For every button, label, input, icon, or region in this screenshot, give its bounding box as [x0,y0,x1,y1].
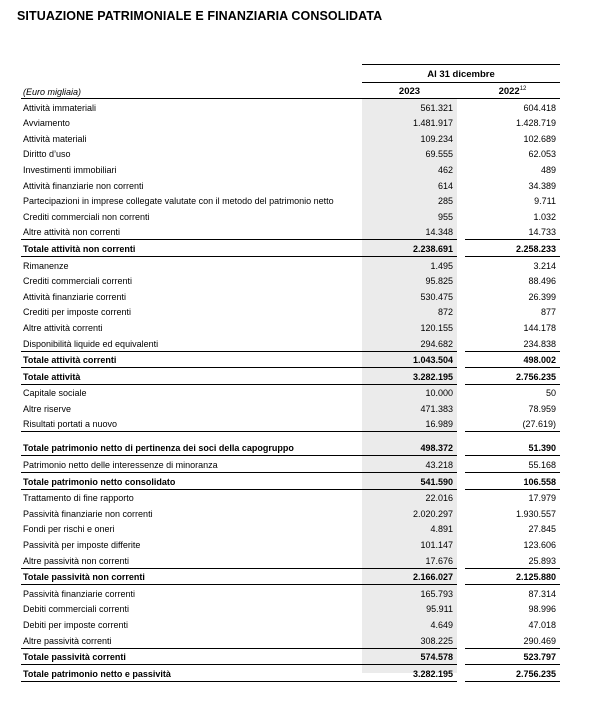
value-2022: 25.893 [528,555,556,566]
value-2023: 69.555 [425,149,453,160]
value-2022: 26.399 [528,291,556,302]
column-gap [457,552,465,568]
row-label: Totale passività correnti [21,648,362,665]
row-label: Attività immateriali [23,102,97,113]
table-row [21,240,560,257]
value-2022: 523.797 [465,648,560,665]
table-row [21,130,560,146]
value-2023: 872 [437,307,453,318]
column-gap [457,473,465,490]
row-label: Avviamento [23,118,70,129]
row-label: Partecipazioni in imprese collegate valutate con il metodo del patrimonio netto [23,196,334,207]
value-2023: 498.372 [362,432,457,456]
value-2022: 98.996 [528,604,556,615]
row-label: Diritto d’uso [23,149,71,160]
value-2022: 123.606 [523,540,556,551]
value-2023: 43.218 [425,460,453,471]
value-2023: 308.225 [420,635,453,646]
column-gap [457,146,465,162]
value-2023: 120.155 [420,322,453,333]
value-2023: 10.000 [425,388,453,399]
table-row [21,601,560,617]
value-2022: 3.214 [533,260,556,271]
table-row [21,536,560,552]
row-label: Totale attività non correnti [21,240,362,257]
table-row [21,224,560,240]
value-2022: 14.733 [528,227,556,238]
column-gap [457,240,465,257]
row-label: Rimanenze [23,260,69,271]
balance-sheet-table [21,99,560,682]
header-col-2023: 2023 [398,86,421,97]
table-row [21,368,560,385]
value-2022: 55.168 [528,460,556,471]
column-gap [457,521,465,537]
row-label: Trattamento di fine rapporto [23,493,134,504]
value-2022: 144.178 [523,322,556,333]
value-2023: 1.481.917 [412,118,453,129]
table-row [21,665,560,682]
row-label: Passività per imposte differite [23,540,141,551]
row-label: Disponibilità liquide ed equivalenti [23,338,159,349]
value-2023: 294.682 [420,338,453,349]
table-row [21,319,560,335]
row-label: Patrimonio netto delle interessenze di minoranza [23,460,218,471]
value-2023: 561.321 [420,102,453,113]
header-period: Al 31 dicembre [427,69,495,80]
row-label: Totale attività correnti [21,351,362,368]
value-2022: 2.756.235 [465,368,560,385]
value-2022: (27.619) [522,419,556,430]
header-mid-rule [362,82,560,83]
value-2023: 471.383 [420,403,453,414]
header-top-rule [362,64,560,65]
column-gap [457,304,465,320]
column-gap [457,177,465,193]
row-label: Crediti commerciali correnti [23,276,133,287]
header-footnote-mark: 12 [519,86,527,92]
value-2022: 27.845 [528,524,556,535]
column-gap [457,585,465,601]
row-label: Fondi per rischi e oneri [23,524,115,535]
value-2023: 17.676 [425,555,453,566]
value-2023: 22.016 [425,493,453,504]
table-row [21,568,560,585]
value-2023: 955 [437,211,453,222]
value-2023: 614 [437,180,453,191]
table-row [21,456,560,473]
value-2022: 1.930.557 [515,508,556,519]
row-label: Crediti commerciali non correnti [23,211,150,222]
table-row [21,521,560,537]
column-gap [457,416,465,432]
header-col-2022-year: 2022 [498,86,520,98]
value-2022: 88.496 [528,276,556,287]
value-2023: 2.020.297 [412,508,453,519]
row-label: Altre attività correnti [23,322,103,333]
table-row [21,648,560,665]
table-row [21,335,560,351]
column-gap [457,319,465,335]
value-2023: 95.911 [426,604,453,615]
value-2022: 498.002 [465,351,560,368]
table-row [21,208,560,224]
row-label: Totale attività [21,368,362,385]
column-gap [457,665,465,682]
row-label: Totale patrimonio netto consolidato [21,473,362,490]
column-gap [457,256,465,272]
row-label: Passività finanziarie non correnti [23,508,153,519]
table-row [21,384,560,400]
value-2022: 604.418 [523,102,556,113]
value-2022: 102.689 [523,133,556,144]
value-2022: 47.018 [528,620,556,630]
column-gap [457,616,465,632]
row-label: Attività finanziarie non correnti [23,180,144,191]
unit-label: (Euro migliaia) [23,87,82,97]
table-row [21,304,560,320]
row-label: Attività finanziarie correnti [23,291,127,302]
column-gap [457,432,465,456]
header-col-2022 [465,86,560,97]
table-row [21,351,560,368]
row-label: Debiti per imposte correnti [23,620,129,630]
row-label: Investimenti immobiliari [23,164,117,175]
value-2022: 17.979 [528,493,556,504]
table-row [21,177,560,193]
table-row [21,616,560,632]
table-row [21,416,560,432]
table-row [21,632,560,648]
row-label: Totale passività non correnti [21,568,362,585]
table-row [21,400,560,416]
value-2023: 14.348 [425,227,453,238]
value-2023: 16.989 [425,419,453,430]
column-gap [457,601,465,617]
value-2023: 1.495 [430,260,453,271]
value-2022: 1.032 [533,211,556,222]
column-gap [457,161,465,177]
value-2023: 3.282.195 [362,368,457,385]
column-gap [457,400,465,416]
value-2022: 62.053 [528,149,556,160]
table-row [21,473,560,490]
value-2022: 87.314 [528,588,556,599]
column-gap [457,648,465,665]
value-2023: 109.234 [420,133,453,144]
row-label: Passività finanziarie correnti [23,588,136,599]
row-label: Totale patrimonio netto di pertinenza dei soci della capogruppo [21,432,362,456]
table-row [21,585,560,601]
value-2023: 541.590 [362,473,457,490]
value-2022: 234.838 [523,338,556,349]
table-row [21,193,560,209]
column-gap [457,536,465,552]
table-row [21,552,560,568]
table-row [21,146,560,162]
value-2022: 78.959 [528,403,556,414]
row-label: Debiti commerciali correnti [23,604,130,615]
value-2023: 1.043.504 [362,351,457,368]
column-gap [457,115,465,131]
value-2023: 2.238.691 [362,240,457,257]
value-2023: 165.793 [420,588,453,599]
column-gap [457,632,465,648]
column-gap [457,368,465,385]
column-gap [457,273,465,289]
value-2022: 50 [545,388,556,399]
column-gap [457,335,465,351]
column-gap [457,99,465,115]
value-2022: 2.258.233 [465,240,560,257]
value-2023: 4.649 [430,620,453,630]
value-2023: 2.166.027 [362,568,457,585]
table-row [21,489,560,505]
column-gap [457,489,465,505]
value-2023: 101.147 [420,540,453,551]
value-2022: 2.125.880 [465,568,560,585]
table-row [21,273,560,289]
table-row [21,115,560,131]
column-gap [457,384,465,400]
value-2022: 34.389 [528,180,556,191]
value-2023: 462 [437,164,453,175]
value-2023: 530.475 [420,291,453,302]
column-gap [457,288,465,304]
value-2022: 877 [540,307,556,318]
value-2022: 1.428.719 [515,118,556,129]
row-label: Altre riserve [23,403,72,414]
page-title: SITUAZIONE PATRIMONIALE E FINANZIARIA CONSOLIDATA [17,9,383,23]
value-2022: 489 [540,164,556,175]
value-2023: 95.825 [425,276,453,287]
column-gap [457,456,465,473]
row-label: Risultati portati a nuovo [23,419,118,430]
column-gap [457,208,465,224]
row-label: Capitale sociale [23,388,87,399]
table-row [21,288,560,304]
value-2023: 574.578 [362,648,457,665]
table-row [21,432,560,456]
column-gap [457,130,465,146]
row-label: Attività materiali [23,133,87,144]
row-label: Altre passività correnti [23,635,112,646]
value-2023: 4.891 [430,524,453,535]
value-2022: 290.469 [523,635,556,646]
column-gap [457,351,465,368]
row-label: Totale patrimonio netto e passività [21,665,362,682]
column-gap [457,224,465,240]
table-row [21,161,560,177]
value-2022: 2.756.235 [465,665,560,682]
table-row [21,505,560,521]
value-2022: 9.711 [534,196,556,207]
row-label: Crediti per imposte correnti [23,307,132,318]
column-gap [457,193,465,209]
table-row [21,256,560,272]
value-2023: 285 [437,196,453,207]
value-2023: 3.282.195 [362,665,457,682]
value-2022: 51.390 [465,432,560,456]
table-body [21,99,560,681]
row-label: Altre attività non correnti [23,227,121,238]
column-gap [457,505,465,521]
row-label: Altre passività non correnti [23,555,130,566]
table-row [21,99,560,115]
column-gap [457,568,465,585]
value-2022: 106.558 [465,473,560,490]
